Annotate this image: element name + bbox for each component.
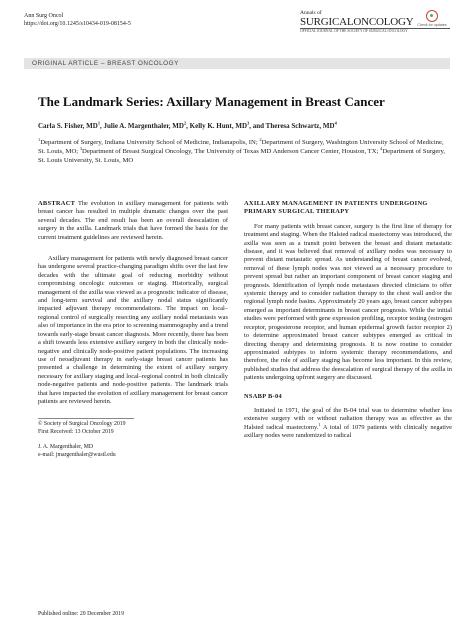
check-updates-label: Check for updates [417,23,447,27]
affil-sup: 2 [259,136,262,142]
received-date: First Received: 13 October 2019 [38,428,114,435]
author-separator: , [186,122,190,130]
abstract-paragraph [38,200,228,242]
journal-subtitle: OFFICIAL JOURNAL OF THE SOCIETY OF SURGICAL ONCOLOGY [300,28,450,34]
author-name[interactable]: Kelly K. Hunt, MD [189,122,248,130]
journal-abbrev: Ann Surg Oncol [24,13,64,19]
affiliation: Department of Breast Surgical Oncology, The University of Texas MD Anderson Cancer Center, Houston, TX; [82,148,381,156]
check-updates-icon [426,10,438,22]
annals-label: Annals of [300,10,322,16]
author-name[interactable]: Theresa Schwartz, MD [265,122,335,130]
author-affil-sup: 2 [183,120,187,126]
author-separator: , and [249,122,266,130]
author-list [38,122,337,130]
citation-sup[interactable]: 1 [318,421,321,427]
section-paragraph: For many patients with breast cancer, surgery is the first line of therapy for treatment and staging. When the Halsted radical mastectomy was introduced, the axilla was seen as a transit point between the breast and distant metastatic disease, and it was believed that removal of axillary nodes was necessary to prevent distant metastatic spread. As understanding of breast cancer evolved, removal of these lymph nodes was not viewed as a necessary procedure to prevent spread but rather an important component of breast cancer staging and prognosis. Identification of lymph node metastases directed clinicians to offer systemic therapy and to consider radiation therapy to the chest wall and/or the regional lymph node basins. Approximately 20 years ago, breast cancer subtypes emerged as important determinants in breast cancer prognosis. While the initial studies were performed with gene expression profiling, receptor testing (estrogen receptor, progesterone receptor, and human epidermal growth factor receptor 2) to determine approximated breast cancer subtypes emerged as critical in directing therapy and determining prognosis. It is now routine to consider approximated subtypes to inform systemic therapy recommendations, and therefore, the role of axillary staging has become less important. In this review, published studies that address the deescalation of surgical therapy of the axilla in patients undergoing upfront surgery are discussed. [244,222,452,382]
author-affil-sup: 4 [334,120,337,126]
affiliation: Department of Surgery, St. Louis University, St. Louis, MO [38,148,446,165]
author-name[interactable]: Carla S. Fisher, MD [38,122,98,130]
affil-sup: 1 [38,136,41,142]
check-for-updates-badge[interactable] [415,10,449,32]
published-online: Published online: 20 December 2019 [38,611,124,617]
affil-sup: 4 [380,145,383,151]
doi-link[interactable]: https://doi.org/10.1245/s10434-019-08154-5 [24,21,131,27]
section-text: Initiated in 1971, the goal of the B-04 trial was to determine whether less extensive surgery with or without radiation therapy was as effective as the Halsted radical mastectomy. [244,406,452,431]
affiliation: Department of Surgery, Indiana University School of Medicine, Indianapolis, IN; [40,139,260,146]
affil-sup: 3 [79,145,83,151]
journal-header-left [24,12,131,28]
abstract-label: ABSTRACT [38,200,76,207]
author-affil-sup: 1 [97,120,101,126]
author-affil-sup: 3 [247,120,250,126]
author-name[interactable]: Julie A. Margenthaler, MD [103,122,184,130]
intro-paragraph: Axillary management for patients with newly diagnosed breast cancer has undergone several practice-changing paradigm shifts over the last few decades with the ultimate goal of reducing morbidity without compromising oncologic outcomes or staging. Historically, surgical management of the axilla was viewed as a prognostic indicator of disease, and long-term survival and the axillary nodal status significantly impacted adjuvant therapy recommendations. The impact on local–regional control of surgically resecting any axillary nodal metastasis was also of importance in the era prior to screening mammography and a trend towards early-stage breast cancer diagnosis. More recently, there has been a shift towards less extensive axillary surgery in both the clinically node-negative and clinically node-positive patient populations. The increasing use of neoadjuvant therapy in early-stage breast cancer patients has presented a challenge in determining the extent of axillary surgery necessary for axillary staging and local–regional control in both clinically node-negative patients and node-positive patients. The landmark trials that have impacted the evolution of axillary management for breast cancer patients are reviewed herein. [38,255,228,405]
article-category-bar: ORIGINAL ARTICLE – BREAST ONCOLOGY [24,58,450,69]
corresponding-email[interactable]: e-mail: jmargenthaler@wustl.edu [38,451,116,458]
section-paragraph [244,407,452,441]
affiliation: Department of Surgery, Washington University School of Medicine, St. Louis, MO; [38,139,444,156]
copyright: © Society of Surgical Oncology 2019 [38,421,126,428]
section-text: A total of 1079 patients with clinically negative axillary nodes were randomized to radical [244,423,452,440]
left-column [38,200,228,459]
meta-divider [38,418,134,419]
section-heading: NSABP B-04 [244,392,282,400]
abstract-text: The evolution in axillary management for patients with breast cancer has resulted in multiple dramatic changes over the past several decades. The end result has been an overall deescalation of surgery in the axilla. Landmark trials that have formed the basis for the current treatment guidelines are reviewed herein. [38,200,228,241]
section-heading: AXILLARY MANAGEMENT IN PATIENTS UNDERGOING PRIMARY SURGICAL THERAPY [244,200,428,216]
article-title: The Landmark Series: Axillary Management in Breast Cancer [38,94,385,109]
journal-name: SURGICALONCOLOGY [300,16,414,28]
corresponding-author: J. A. Margenthaler, MD [38,444,94,451]
affiliations [38,138,448,166]
author-separator: , [100,122,104,130]
right-column [244,200,452,441]
